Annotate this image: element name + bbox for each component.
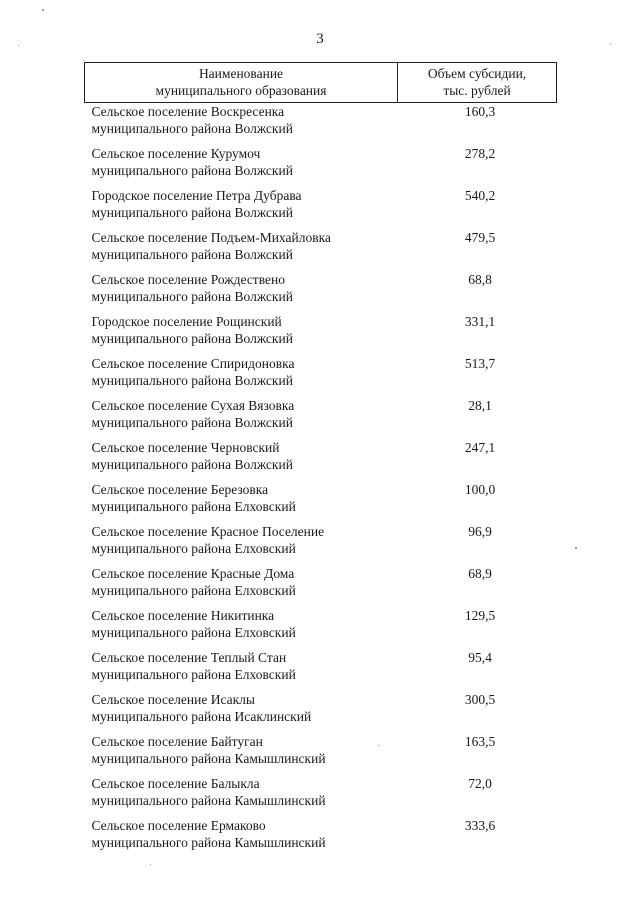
scan-speck [42, 9, 44, 11]
municipality-name-line2: муниципального района Волжский [91, 247, 293, 262]
table-row [85, 355, 557, 397]
table-row [85, 775, 557, 817]
header-name-line1: Наименование [198, 66, 284, 81]
municipality-name-line1: Городское поселение Рощинский [91, 314, 282, 329]
municipality-name-line1: Сельское поселение Подъем-Михайловка [91, 230, 331, 245]
municipality-name-line2: муниципального района Волжский [91, 373, 293, 388]
municipality-name-line1: Сельское поселение Исаклы [91, 692, 255, 707]
subsidy-table [84, 62, 557, 859]
table-header-row [85, 63, 557, 103]
scan-speck [18, 45, 19, 46]
municipality-name-line2: муниципального района Елховский [91, 583, 296, 598]
municipality-name-line1: Сельское поселение Березовка [91, 482, 269, 497]
municipality-name-line2: муниципального района Волжский [91, 205, 293, 220]
subsidy-value-cell: 160,3 [464, 104, 496, 119]
municipality-name-cell [85, 397, 398, 439]
municipality-name-cell [85, 355, 398, 397]
municipality-name-line1: Сельское поселение Красные Дома [91, 566, 295, 581]
municipality-name-cell [85, 733, 398, 775]
municipality-name-cell [85, 271, 398, 313]
subsidy-value-cell: 72,0 [468, 776, 492, 791]
municipality-name-cell [85, 649, 398, 691]
municipality-name-cell [85, 481, 398, 523]
municipality-name-cell [85, 145, 398, 187]
municipality-name-line1: Сельское поселение Теплый Стан [91, 650, 287, 665]
municipality-name-line2: муниципального района Елховский [91, 541, 296, 556]
municipality-name-line2: муниципального района Волжский [91, 331, 293, 346]
scan-speck [378, 745, 379, 746]
header-name-line2: муниципального образования [155, 83, 327, 98]
table-row [85, 565, 557, 607]
table-row [85, 397, 557, 439]
table-row [85, 271, 557, 313]
subsidy-value-cell: 68,8 [468, 272, 492, 287]
municipality-name-line2: муниципального района Елховский [91, 499, 296, 514]
subsidy-value-cell: 129,5 [464, 608, 496, 623]
municipality-name-line2: муниципального района Исаклинский [91, 709, 312, 724]
scan-speck [150, 864, 151, 865]
table-row [85, 523, 557, 565]
subsidy-value-cell: 513,7 [464, 356, 496, 371]
municipality-name-line1: Сельское поселение Воскресенка [91, 104, 285, 119]
municipality-name-line1: Сельское поселение Ермаково [91, 818, 266, 833]
subsidy-value-cell: 96,9 [468, 524, 492, 539]
municipality-name-line2: муниципального района Волжский [91, 457, 293, 472]
municipality-name-line2: муниципального района Волжский [91, 121, 293, 136]
municipality-name-cell [85, 607, 398, 649]
municipality-name-cell [85, 691, 398, 733]
scan-speck [83, 60, 84, 61]
municipality-name-line1: Сельское поселение Рождествено [91, 272, 285, 287]
municipality-name-cell [85, 187, 398, 229]
table-row [85, 691, 557, 733]
municipality-name-line1: Сельское поселение Никитинка [91, 608, 275, 623]
municipality-name-line1: Сельское поселение Спиридоновка [91, 356, 295, 371]
municipality-name-cell [85, 313, 398, 355]
header-name-cell [85, 63, 398, 103]
header-value-line1: Объем субсидии, [427, 66, 527, 81]
municipality-name-line1: Сельское поселение Курумоч [91, 146, 261, 161]
municipality-name-line1: Сельское поселение Сухая Вязовка [91, 398, 295, 413]
table-row [85, 439, 557, 481]
subsidy-value-cell: 68,9 [468, 566, 492, 581]
subsidy-value-cell: 278,2 [464, 146, 496, 161]
municipality-name-cell [85, 439, 398, 481]
subsidy-value-cell: 163,5 [464, 734, 496, 749]
header-value-line2: тыс. рублей [443, 83, 511, 98]
subsidy-value-cell: 331,1 [464, 314, 496, 329]
municipality-name-line1: Сельское поселение Балыкла [91, 776, 260, 791]
subsidy-value-cell: 540,2 [464, 188, 496, 203]
municipality-name-line2: муниципального района Камышлинский [91, 793, 326, 808]
municipality-name-cell [85, 775, 398, 817]
scan-speck [575, 547, 577, 549]
header-value-cell [398, 63, 557, 103]
subsidy-value-cell: 95,4 [468, 650, 492, 665]
municipality-name-line2: муниципального района Камышлинский [91, 751, 326, 766]
table-row [85, 187, 557, 229]
subsidy-value-cell: 247,1 [464, 440, 496, 455]
municipality-name-cell [85, 229, 398, 271]
municipality-name-line2: муниципального района Волжский [91, 415, 293, 430]
municipality-name-line2: муниципального района Елховский [91, 625, 296, 640]
table-row [85, 481, 557, 523]
municipality-name-cell [85, 565, 398, 607]
municipality-name-cell [85, 523, 398, 565]
subsidy-value-cell: 333,6 [464, 818, 496, 833]
municipality-name-line2: муниципального района Елховский [91, 667, 296, 682]
scan-speck [610, 43, 611, 44]
municipality-name-line2: муниципального района Камышлинский [91, 835, 326, 850]
table-row [85, 607, 557, 649]
table-row [85, 817, 557, 859]
table-row [85, 229, 557, 271]
municipality-name-line2: муниципального района Волжский [91, 289, 293, 304]
municipality-name-line1: Сельское поселение Черновский [91, 440, 280, 455]
table-row [85, 103, 557, 146]
table-body [85, 103, 557, 860]
municipality-name-line1: Сельское поселение Красное Поселение [91, 524, 325, 539]
municipality-name-line1: Городское поселение Петра Дубрава [91, 188, 302, 203]
municipality-name-line2: муниципального района Волжский [91, 163, 293, 178]
subsidy-value-cell: 100,0 [464, 482, 496, 497]
table-row [85, 145, 557, 187]
subsidy-value-cell: 300,5 [464, 692, 496, 707]
page-number: 3 [316, 31, 324, 47]
table-row [85, 733, 557, 775]
municipality-name-cell [85, 817, 398, 859]
municipality-name-line1: Сельское поселение Байтуган [91, 734, 263, 749]
subsidy-value-cell: 28,1 [468, 398, 492, 413]
table-row [85, 313, 557, 355]
municipality-name-cell [85, 103, 398, 146]
table-row [85, 649, 557, 691]
subsidy-value-cell: 479,5 [464, 230, 496, 245]
